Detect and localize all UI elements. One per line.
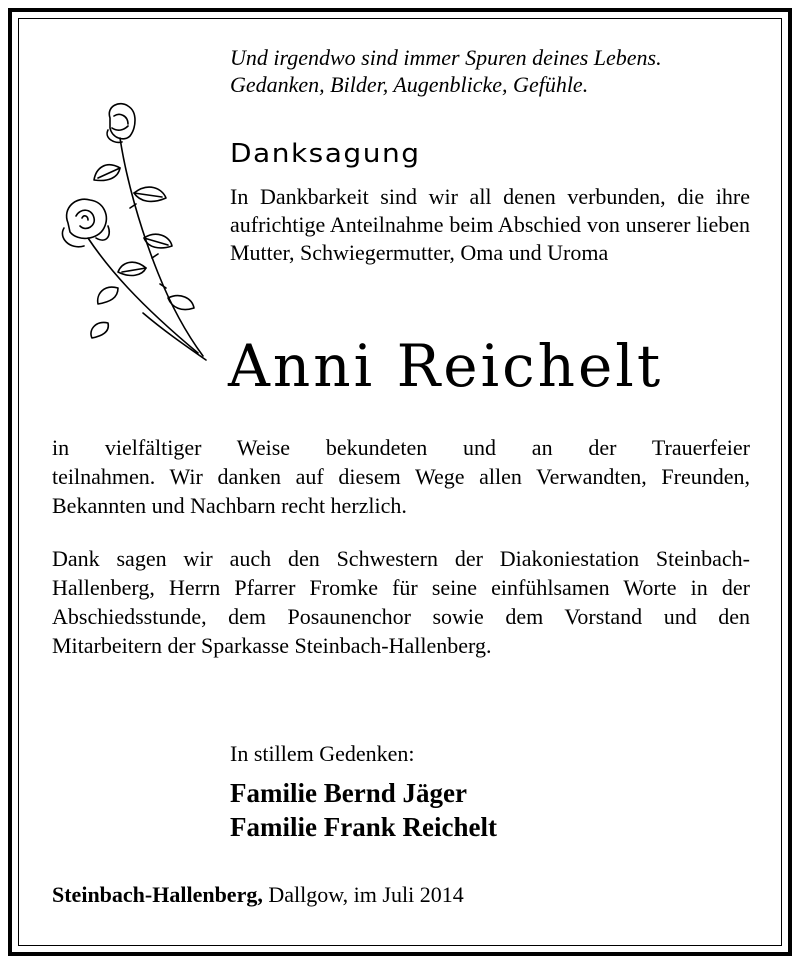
family-2: Familie Frank Reichelt [230, 812, 497, 842]
place-town: Steinbach-Hallenberg, [52, 882, 263, 907]
paragraph-1-rest: teilnahmen. Wir danken auf diesem Wege allen Verwandten, Freunden, Bekannten und Nachbarn recht herzlich. [52, 464, 750, 518]
motto [230, 44, 770, 98]
paragraph-2: Dank sagen wir auch den Schwestern der Diakoniestation Steinbach-Hallenberg, Herrn Pfarrer Fromke für seine einfühlsamen Worte in der Abschiedsstunde, dem Posaunenchor sowie dem Vorstand und den Mitarbeitern der Sparkasse Steinbach-Hallenberg. [52, 546, 750, 658]
paragraph-1 [52, 433, 750, 520]
motto-line-2: Gedanken, Bilder, Augenblicke, Gefühle. [230, 72, 589, 97]
motto-line-1: Und irgendwo sind immer Spuren deines Lebens. [230, 45, 662, 70]
place-date-line [52, 882, 464, 908]
rose-icon [48, 98, 218, 368]
heading-danksagung: Danksagung [230, 138, 421, 169]
deceased-name: Anni Reichelt [228, 332, 664, 400]
intro-paragraph: In Dankbarkeit sind wir all denen verbunden, die ihre aufrichtige Anteilnahme beim Abschied von unserer lieben Mutter, Schwiegermutter, Oma und Uroma [230, 184, 750, 265]
paragraph-1-first-line: in vielfältiger Weise bekundeten und an der Trauerfeier [52, 435, 750, 460]
place-date: Dallgow, im Juli 2014 [262, 882, 464, 907]
family-1: Familie Bernd Jäger [230, 778, 467, 808]
closing-phrase: In stillem Gedenken: [230, 741, 415, 766]
